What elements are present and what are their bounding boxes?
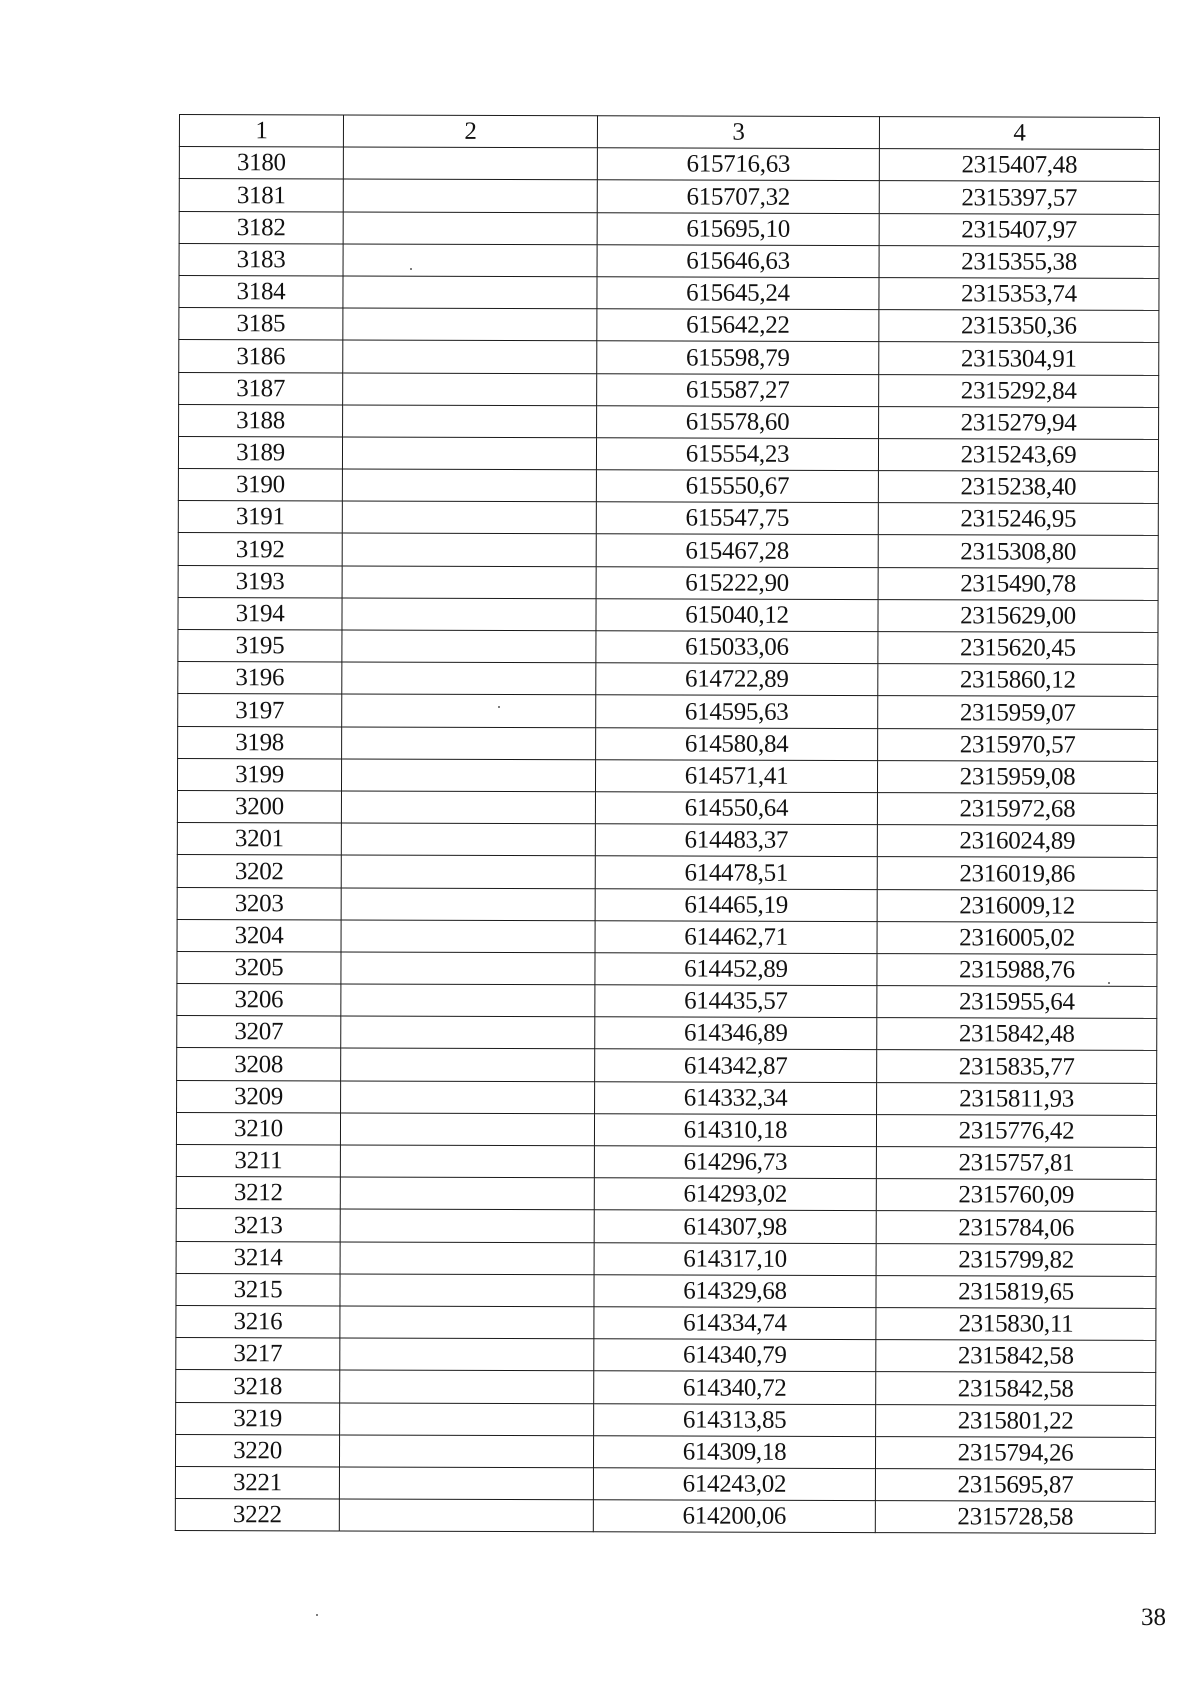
description-cell xyxy=(341,887,595,920)
x-coordinate-cell: 614332,34 xyxy=(595,1081,877,1114)
description-cell xyxy=(340,1177,594,1210)
y-coordinate-cell: 2315970,57 xyxy=(878,728,1158,761)
x-coordinate-cell: 614309,18 xyxy=(593,1435,875,1468)
y-coordinate-cell: 2315355,38 xyxy=(879,245,1159,278)
table-row xyxy=(175,1434,1155,1469)
y-coordinate-cell: 2315799,82 xyxy=(876,1243,1156,1276)
point-number-cell: 3180 xyxy=(179,147,343,180)
table-row xyxy=(177,823,1157,858)
scan-speck xyxy=(316,1614,318,1616)
point-number-cell: 3203 xyxy=(177,887,341,920)
x-coordinate-cell: 615642,22 xyxy=(597,309,879,342)
description-cell xyxy=(343,308,597,341)
point-number-cell: 3193 xyxy=(178,565,342,598)
table-row xyxy=(176,1241,1156,1276)
x-coordinate-cell: 614435,57 xyxy=(595,985,877,1018)
x-coordinate-cell: 615587,27 xyxy=(597,373,879,406)
y-coordinate-cell: 2315972,68 xyxy=(877,793,1157,826)
x-coordinate-cell: 615695,10 xyxy=(597,212,879,245)
x-coordinate-cell: 615707,32 xyxy=(597,180,879,213)
description-cell xyxy=(340,1242,594,1275)
point-number-cell: 3186 xyxy=(179,340,343,373)
x-coordinate-cell: 614243,02 xyxy=(593,1468,875,1501)
y-coordinate-cell: 2315760,09 xyxy=(876,1179,1156,1212)
coordinates-table xyxy=(175,114,1160,1534)
x-coordinate-cell: 614580,84 xyxy=(596,727,878,760)
x-coordinate-cell: 615578,60 xyxy=(597,405,879,438)
table-row xyxy=(175,1499,1155,1534)
description-cell xyxy=(339,1467,593,1500)
description-cell xyxy=(341,984,595,1017)
table-row xyxy=(179,404,1159,439)
description-cell xyxy=(343,276,597,309)
table-row xyxy=(176,1209,1156,1244)
y-coordinate-cell: 2315629,00 xyxy=(878,599,1158,632)
table-row xyxy=(178,597,1158,632)
y-coordinate-cell: 2315830,11 xyxy=(876,1308,1156,1341)
description-cell xyxy=(343,340,597,373)
point-number-cell: 3221 xyxy=(175,1466,339,1499)
x-coordinate-cell: 614310,18 xyxy=(594,1114,876,1147)
x-coordinate-cell: 614550,64 xyxy=(595,792,877,825)
y-coordinate-cell: 2315784,06 xyxy=(876,1211,1156,1244)
point-number-cell: 3219 xyxy=(176,1402,340,1435)
point-number-cell: 3183 xyxy=(179,243,343,276)
column-header-1: 1 xyxy=(179,115,343,148)
column-header-3: 3 xyxy=(597,116,879,149)
table-header xyxy=(179,115,1159,150)
x-coordinate-cell: 615716,63 xyxy=(597,148,879,181)
point-number-cell: 3209 xyxy=(177,1080,341,1113)
description-cell xyxy=(340,1338,594,1371)
y-coordinate-cell: 2315842,58 xyxy=(876,1340,1156,1373)
point-number-cell: 3218 xyxy=(176,1370,340,1403)
y-coordinate-cell: 2316005,02 xyxy=(877,921,1157,954)
description-cell xyxy=(342,694,596,727)
point-number-cell: 3182 xyxy=(179,211,343,244)
point-number-cell: 3213 xyxy=(176,1209,340,1242)
table-row xyxy=(177,984,1157,1019)
point-number-cell: 3220 xyxy=(175,1434,339,1467)
point-number-cell: 3194 xyxy=(178,597,342,630)
table-row xyxy=(179,179,1159,214)
y-coordinate-cell: 2315350,36 xyxy=(879,310,1159,343)
x-coordinate-cell: 615222,90 xyxy=(596,566,878,599)
y-coordinate-cell: 2315959,07 xyxy=(878,696,1158,729)
description-cell xyxy=(341,759,595,792)
description-cell xyxy=(343,212,597,245)
point-number-cell: 3217 xyxy=(176,1338,340,1371)
table-row xyxy=(177,1048,1157,1083)
y-coordinate-cell: 2315308,80 xyxy=(878,535,1158,568)
table-row xyxy=(178,726,1158,761)
point-number-cell: 3210 xyxy=(176,1112,340,1145)
description-cell xyxy=(342,662,596,695)
table-row xyxy=(177,758,1157,793)
point-number-cell: 3216 xyxy=(176,1305,340,1338)
description-cell xyxy=(343,179,597,212)
x-coordinate-cell: 614571,41 xyxy=(595,759,877,792)
y-coordinate-cell: 2315620,45 xyxy=(878,632,1158,665)
point-number-cell: 3191 xyxy=(178,501,342,534)
table-row xyxy=(179,340,1159,375)
header-row xyxy=(179,115,1159,150)
x-coordinate-cell: 615645,24 xyxy=(597,277,879,310)
x-coordinate-cell: 614329,68 xyxy=(594,1274,876,1307)
page-number: 38 xyxy=(1141,1604,1166,1631)
y-coordinate-cell: 2316019,86 xyxy=(877,857,1157,890)
scan-speck xyxy=(498,706,500,708)
x-coordinate-cell: 614307,98 xyxy=(594,1210,876,1243)
table-row xyxy=(178,629,1158,664)
point-number-cell: 3190 xyxy=(178,469,342,502)
y-coordinate-cell: 2315955,64 xyxy=(877,986,1157,1019)
x-coordinate-cell: 614340,79 xyxy=(594,1339,876,1372)
point-number-cell: 3222 xyxy=(175,1499,339,1532)
description-cell xyxy=(340,1145,594,1178)
x-coordinate-cell: 614478,51 xyxy=(595,856,877,889)
table-row xyxy=(177,919,1157,954)
x-coordinate-cell: 614595,63 xyxy=(596,695,878,728)
description-cell xyxy=(340,1306,594,1339)
y-coordinate-cell: 2315292,84 xyxy=(879,374,1159,407)
table-row xyxy=(177,790,1157,825)
table-row xyxy=(179,275,1159,310)
table-row xyxy=(178,533,1158,568)
x-coordinate-cell: 615554,23 xyxy=(596,438,878,471)
y-coordinate-cell: 2315490,78 xyxy=(878,567,1158,600)
x-coordinate-cell: 614462,71 xyxy=(595,920,877,953)
description-cell xyxy=(340,1274,594,1307)
y-coordinate-cell: 2315728,58 xyxy=(875,1501,1155,1534)
x-coordinate-cell: 615467,28 xyxy=(596,534,878,567)
y-coordinate-cell: 2315801,22 xyxy=(876,1404,1156,1437)
table-row xyxy=(178,501,1158,536)
y-coordinate-cell: 2315695,87 xyxy=(875,1468,1155,1501)
table-row xyxy=(178,662,1158,697)
point-number-cell: 3185 xyxy=(179,308,343,341)
point-number-cell: 3206 xyxy=(177,984,341,1017)
y-coordinate-cell: 2315959,08 xyxy=(877,760,1157,793)
point-number-cell: 3189 xyxy=(178,436,342,469)
y-coordinate-cell: 2315304,91 xyxy=(879,342,1159,375)
y-coordinate-cell: 2315988,76 xyxy=(877,953,1157,986)
table-row xyxy=(179,211,1159,246)
table-row xyxy=(177,951,1157,986)
table-row xyxy=(176,1177,1156,1212)
y-coordinate-cell: 2316024,89 xyxy=(877,825,1157,858)
description-cell xyxy=(341,920,595,953)
x-coordinate-cell: 614296,73 xyxy=(594,1146,876,1179)
point-number-cell: 3199 xyxy=(177,758,341,791)
description-cell xyxy=(342,437,596,470)
description-cell xyxy=(343,405,597,438)
y-coordinate-cell: 2315835,77 xyxy=(877,1050,1157,1083)
point-number-cell: 3208 xyxy=(177,1048,341,1081)
x-coordinate-cell: 615646,63 xyxy=(597,244,879,277)
y-coordinate-cell: 2315776,42 xyxy=(876,1114,1156,1147)
y-coordinate-cell: 2315238,40 xyxy=(878,471,1158,504)
table-row xyxy=(178,694,1158,729)
y-coordinate-cell: 2316009,12 xyxy=(877,889,1157,922)
table-row xyxy=(175,1466,1155,1501)
description-cell xyxy=(339,1435,593,1468)
point-number-cell: 3215 xyxy=(176,1273,340,1306)
point-number-cell: 3197 xyxy=(178,694,342,727)
point-number-cell: 3207 xyxy=(177,1016,341,1049)
description-cell xyxy=(341,1048,595,1081)
y-coordinate-cell: 2315246,95 xyxy=(878,503,1158,536)
y-coordinate-cell: 2315794,26 xyxy=(875,1436,1155,1469)
table-row xyxy=(178,436,1158,471)
scan-speck xyxy=(1108,982,1110,984)
y-coordinate-cell: 2315279,94 xyxy=(879,406,1159,439)
x-coordinate-cell: 614317,10 xyxy=(594,1242,876,1275)
point-number-cell: 3211 xyxy=(176,1144,340,1177)
point-number-cell: 3192 xyxy=(178,533,342,566)
table-row xyxy=(176,1338,1156,1373)
x-coordinate-cell: 614334,74 xyxy=(594,1307,876,1340)
scan-speck xyxy=(410,268,412,270)
x-coordinate-cell: 615598,79 xyxy=(597,341,879,374)
point-number-cell: 3181 xyxy=(179,179,343,212)
y-coordinate-cell: 2315842,48 xyxy=(877,1018,1157,1051)
x-coordinate-cell: 614342,87 xyxy=(595,1049,877,1082)
description-cell xyxy=(343,244,597,277)
x-coordinate-cell: 614346,89 xyxy=(595,1017,877,1050)
description-cell xyxy=(342,727,596,760)
description-cell xyxy=(340,1209,594,1242)
description-cell xyxy=(341,823,595,856)
y-coordinate-cell: 2315860,12 xyxy=(878,664,1158,697)
y-coordinate-cell: 2315757,81 xyxy=(876,1147,1156,1180)
table-row xyxy=(177,887,1157,922)
description-cell xyxy=(343,147,597,180)
y-coordinate-cell: 2315819,65 xyxy=(876,1275,1156,1308)
description-cell xyxy=(341,1081,595,1114)
column-header-4: 4 xyxy=(879,117,1159,150)
point-number-cell: 3202 xyxy=(177,855,341,888)
y-coordinate-cell: 2315407,48 xyxy=(879,149,1159,182)
x-coordinate-cell: 614722,89 xyxy=(596,663,878,696)
x-coordinate-cell: 614293,02 xyxy=(594,1178,876,1211)
x-coordinate-cell: 615033,06 xyxy=(596,631,878,664)
y-coordinate-cell: 2315811,93 xyxy=(877,1082,1157,1115)
point-number-cell: 3196 xyxy=(178,662,342,695)
x-coordinate-cell: 614200,06 xyxy=(593,1500,875,1533)
point-number-cell: 3188 xyxy=(179,404,343,437)
x-coordinate-cell: 614313,85 xyxy=(594,1403,876,1436)
description-cell xyxy=(342,533,596,566)
table-row xyxy=(177,1016,1157,1051)
x-coordinate-cell: 615040,12 xyxy=(596,599,878,632)
x-coordinate-cell: 614465,19 xyxy=(595,888,877,921)
y-coordinate-cell: 2315353,74 xyxy=(879,278,1159,311)
point-number-cell: 3201 xyxy=(177,823,341,856)
table-row xyxy=(177,1080,1157,1115)
y-coordinate-cell: 2315397,57 xyxy=(879,181,1159,214)
table-row xyxy=(179,243,1159,278)
description-cell xyxy=(342,630,596,663)
table-row xyxy=(179,372,1159,407)
point-number-cell: 3205 xyxy=(177,951,341,984)
point-number-cell: 3195 xyxy=(178,629,342,662)
description-cell xyxy=(340,1402,594,1435)
table-row xyxy=(178,469,1158,504)
table-row xyxy=(177,855,1157,890)
description-cell xyxy=(342,501,596,534)
table-row xyxy=(179,147,1159,182)
description-cell xyxy=(339,1499,593,1532)
table-row xyxy=(176,1144,1156,1179)
description-cell xyxy=(343,372,597,405)
description-cell xyxy=(341,952,595,985)
description-cell xyxy=(340,1370,594,1403)
point-number-cell: 3200 xyxy=(177,790,341,823)
point-number-cell: 3204 xyxy=(177,919,341,952)
x-coordinate-cell: 615550,67 xyxy=(596,470,878,503)
column-header-2: 2 xyxy=(343,115,597,148)
description-cell xyxy=(342,566,596,599)
x-coordinate-cell: 614452,89 xyxy=(595,953,877,986)
description-cell xyxy=(341,791,595,824)
description-cell xyxy=(341,855,595,888)
table-row xyxy=(176,1305,1156,1340)
point-number-cell: 3184 xyxy=(179,275,343,308)
x-coordinate-cell: 614483,37 xyxy=(595,824,877,857)
y-coordinate-cell: 2315243,69 xyxy=(878,438,1158,471)
y-coordinate-cell: 2315842,58 xyxy=(876,1372,1156,1405)
point-number-cell: 3187 xyxy=(179,372,343,405)
description-cell xyxy=(340,1113,594,1146)
table-row xyxy=(176,1402,1156,1437)
x-coordinate-cell: 615547,75 xyxy=(596,502,878,535)
point-number-cell: 3212 xyxy=(176,1177,340,1210)
point-number-cell: 3198 xyxy=(178,726,342,759)
table-body xyxy=(175,147,1159,1534)
table-row xyxy=(178,565,1158,600)
table-row xyxy=(176,1370,1156,1405)
x-coordinate-cell: 614340,72 xyxy=(594,1371,876,1404)
description-cell xyxy=(342,469,596,502)
point-number-cell: 3214 xyxy=(176,1241,340,1274)
description-cell xyxy=(342,598,596,631)
y-coordinate-cell: 2315407,97 xyxy=(879,213,1159,246)
table-row xyxy=(176,1112,1156,1147)
table-row xyxy=(176,1273,1156,1308)
table-row xyxy=(179,308,1159,343)
description-cell xyxy=(341,1016,595,1049)
